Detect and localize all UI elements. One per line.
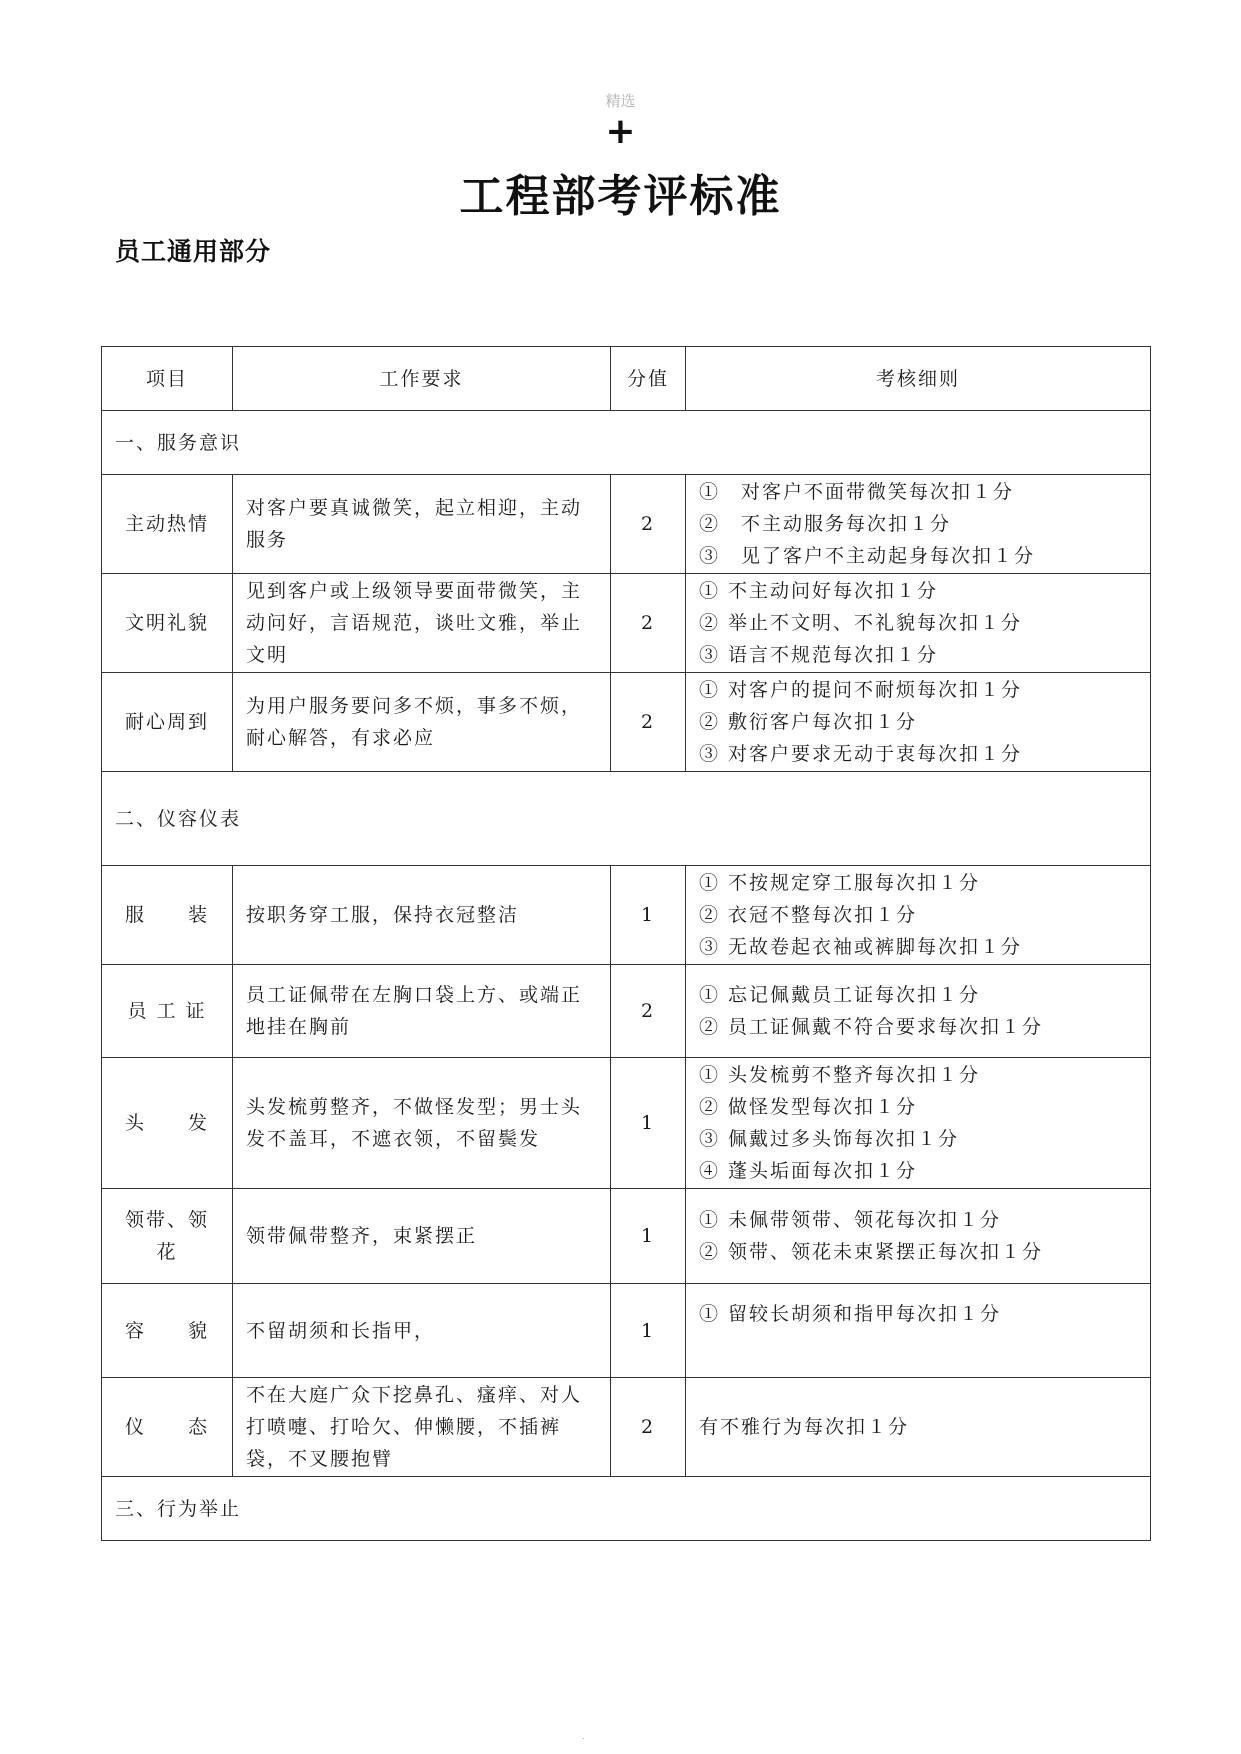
detail-line: ③ 佩戴过多头饰每次扣１分: [699, 1128, 960, 1150]
item-cell: 服 装: [102, 866, 233, 965]
details-cell: [686, 965, 1151, 1058]
requirement-cell: 见到客户或上级领导要面带微笑，主动问好，言语规范，谈吐文雅，举止文明: [233, 574, 611, 673]
category-label: 一、服务意识: [102, 411, 1151, 475]
page-title: 工程部考评标准: [459, 171, 782, 222]
column-header-details: 考核细则: [686, 347, 1151, 411]
plus-mark: +: [605, 111, 636, 152]
category-label: 三、行为举止: [102, 1477, 1151, 1541]
table-header-row: [102, 347, 1151, 411]
column-header-item: 项目: [102, 347, 233, 411]
score-cell: 1: [611, 866, 686, 965]
category-label: 二、仪容仪表: [102, 772, 1151, 866]
detail-line: ③ 见了客户不主动起身每次扣１分: [699, 545, 1036, 567]
detail-line: ② 敷衍客户每次扣１分: [699, 711, 918, 733]
detail-line: ② 员工证佩戴不符合要求每次扣１分: [699, 1016, 1044, 1038]
detail-line: ③ 对客户要求无动于衷每次扣１分: [699, 743, 1023, 765]
evaluation-table: [101, 346, 1151, 1541]
details-cell: [686, 1284, 1151, 1378]
score-cell: 2: [611, 673, 686, 772]
item-cell: 主动热情: [102, 475, 233, 574]
score-cell: 1: [611, 1058, 686, 1189]
requirement-cell: 领带佩带整齐，束紧摆正: [233, 1189, 611, 1284]
score-cell: 1: [611, 1189, 686, 1284]
section-title: 员工通用部分: [115, 237, 272, 266]
detail-line: ① 头发梳剪不整齐每次扣１分: [699, 1064, 981, 1086]
score-cell: 2: [611, 1378, 686, 1477]
details-cell: [686, 1378, 1151, 1477]
header-mark: 精选: [605, 92, 636, 110]
score-cell: 2: [611, 574, 686, 673]
table-row: [102, 1058, 1151, 1189]
item-cell: 领带、领花: [102, 1189, 233, 1284]
column-header-score: 分值: [611, 347, 686, 411]
score-cell: 1: [611, 1284, 686, 1378]
item-cell: 员 工 证: [102, 965, 233, 1058]
table-row: [102, 1189, 1151, 1284]
detail-line: ① 对客户不面带微笑每次扣１分: [699, 481, 1015, 503]
details-cell: [686, 574, 1151, 673]
detail-line: ③ 语言不规范每次扣１分: [699, 644, 939, 666]
category-row: [102, 411, 1151, 475]
column-header-requirement: 工作要求: [233, 347, 611, 411]
detail-line: ③ 无故卷起衣袖或裤脚每次扣１分: [699, 936, 1023, 958]
requirement-cell: 对客户要真诚微笑，起立相迎，主动服务: [233, 475, 611, 574]
table-row: [102, 965, 1151, 1058]
item-cell: 头 发: [102, 1058, 233, 1189]
details-cell: [686, 475, 1151, 574]
item-cell: 文明礼貌: [102, 574, 233, 673]
table-row: [102, 1378, 1151, 1477]
details-cell: [686, 1058, 1151, 1189]
detail-line: ① 未佩带领带、领花每次扣１分: [699, 1209, 1002, 1231]
score-cell: 2: [611, 965, 686, 1058]
table-row: [102, 673, 1151, 772]
detail-line: ① 不主动问好每次扣１分: [699, 580, 939, 602]
requirement-cell: 按职务穿工服，保持衣冠整洁: [233, 866, 611, 965]
details-cell: [686, 866, 1151, 965]
category-row: [102, 1477, 1151, 1541]
item-cell: 耐心周到: [102, 673, 233, 772]
details-cell: [686, 673, 1151, 772]
detail-line: ② 举止不文明、不礼貌每次扣１分: [699, 612, 1023, 634]
detail-line: ② 领带、领花未束紧摆正每次扣１分: [699, 1241, 1044, 1263]
detail-line: ① 忘记佩戴员工证每次扣１分: [699, 984, 981, 1006]
requirement-cell: 不在大庭广众下挖鼻孔、瘙痒、对人打喷嚏、打哈欠、伸懒腰，不插裤袋，不叉腰抱臂: [233, 1378, 611, 1477]
table-row: [102, 1284, 1151, 1378]
detail-line: 有不雅行为每次扣１分: [699, 1416, 910, 1438]
details-cell: [686, 1189, 1151, 1284]
detail-line: ① 留较长胡须和指甲每次扣１分: [699, 1303, 1002, 1325]
category-row: [102, 772, 1151, 866]
requirement-cell: 头发梳剪整齐，不做怪发型；男士头发不盖耳，不遮衣领，不留鬓发: [233, 1058, 611, 1189]
detail-line: ② 衣冠不整每次扣１分: [699, 904, 918, 926]
detail-line: ① 不按规定穿工服每次扣１分: [699, 872, 981, 894]
detail-line: ① 对客户的提问不耐烦每次扣１分: [699, 679, 1023, 701]
requirement-cell: 为用户服务要问多不烦，事多不烦，耐心解答，有求必应: [233, 673, 611, 772]
detail-line: ④ 蓬头垢面每次扣１分: [699, 1160, 918, 1182]
table-row: [102, 574, 1151, 673]
item-cell: 仪 态: [102, 1378, 233, 1477]
requirement-cell: 员工证佩带在左胸口袋上方、或端正地挂在胸前: [233, 965, 611, 1058]
detail-line: ② 做怪发型每次扣１分: [699, 1096, 918, 1118]
detail-line: ② 不主动服务每次扣１分: [699, 513, 952, 535]
table-row: [102, 475, 1151, 574]
item-cell: 容 貌: [102, 1284, 233, 1378]
footer-dot: .: [582, 1732, 585, 1741]
score-cell: 2: [611, 475, 686, 574]
requirement-cell: 不留胡须和长指甲，: [233, 1284, 611, 1378]
table-row: [102, 866, 1151, 965]
